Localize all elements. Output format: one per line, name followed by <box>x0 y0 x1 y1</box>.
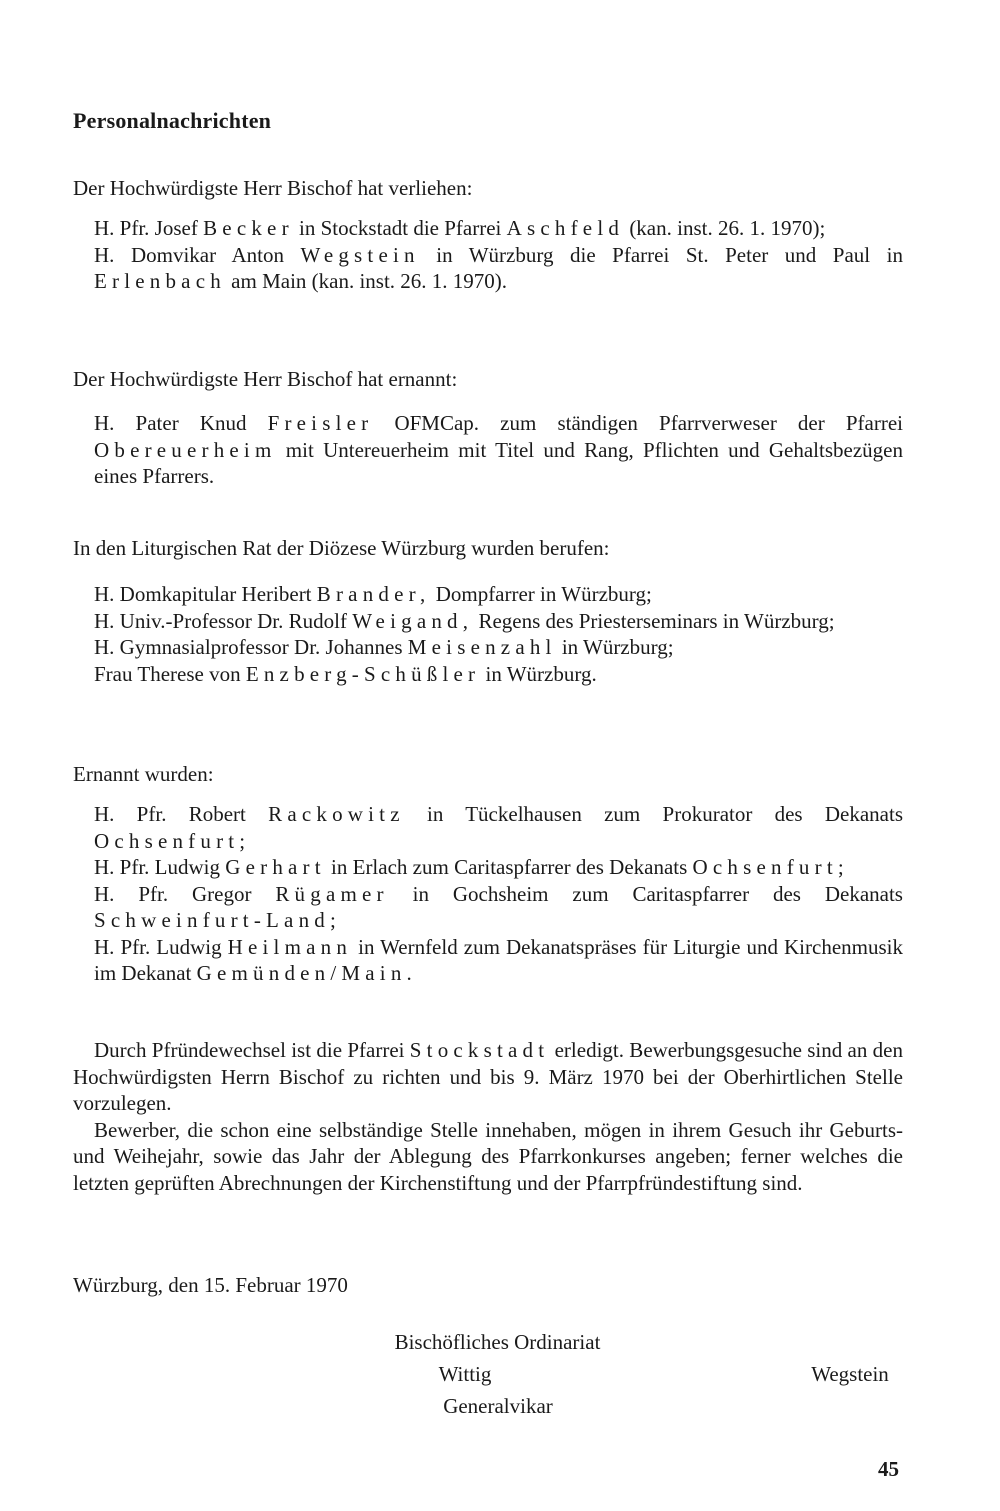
list-item: Frau Therese von Enzberg-Schüßler in Würzburg. <box>94 661 597 686</box>
place-name: Gemünden/Main. <box>196 961 417 985</box>
signature-name-1: Wittig <box>438 1362 492 1386</box>
person-name: Enzberg-Schüßler <box>245 661 481 686</box>
list-item: H. Pfr. Ludwig Gerhart in Erlach zum Caritaspfarrer des Dekanats Ochsenfurt; <box>94 855 849 879</box>
date-line: Würzburg, den 15. Februar 1970 <box>73 1273 348 1297</box>
list-item: H. Pater Knud Freisler OFMCap. zum ständigen Pfarrverweser der Pfarrei Obereuerheim mit Untereuerheim mit Titel und Rang, Pflichten und Gehaltsbezügen eines Pfarrers. <box>94 411 903 488</box>
page-number: 45 <box>878 1457 899 1481</box>
list-item: H. Domkapitular Heribert Brander, Dompfarrer in Würzburg; <box>94 582 652 606</box>
notice-paragraph: Bewerber, die schon eine selbständige Stelle innehaben, mögen in ihrem Gesuch ihr Geburts- und Weihejahr, sowie das Jahr der Ablegung des Pfarrkonkurses angeben; ferner welches die letzten geprüften Abrechnungen der Kirchenstiftung und der Pfarrpfründestiftung sind. <box>73 1117 903 1195</box>
list-item: H. Pfr. Gregor Rügamer in Gochsheim zum Caritaspfarrer des Dekanats Schweinfurt-Land; <box>94 881 903 932</box>
signature-name-2: Wegstein <box>811 1362 889 1386</box>
person-name: Wegstein <box>300 242 420 267</box>
list-item: H. Pfr. Josef Becker in Stockstadt die Pfarrei Aschfeld (kan. inst. 26. 1. 1970); <box>94 216 826 240</box>
person-name: Rügamer <box>275 881 389 906</box>
place-name: Erlenbach <box>94 269 226 293</box>
section1-list <box>94 215 903 295</box>
person-name: Gerhart <box>225 855 326 879</box>
signature-title-1: Generalvikar <box>443 1394 553 1418</box>
person-name: Freisler <box>267 411 374 435</box>
person-name: Brander, <box>316 582 431 606</box>
section1-intro: Der Hochwürdigste Herr Bischof hat verliehen: <box>73 176 473 200</box>
section2-intro: Der Hochwürdigste Herr Bischof hat ernannt: <box>73 367 458 391</box>
place-name: Aschfeld <box>506 216 625 240</box>
person-name: Meisenzahl <box>407 635 557 659</box>
section4-intro: Ernannt wurden: <box>73 762 214 786</box>
person-name: Weigand, <box>352 608 474 633</box>
vacancy-notice <box>73 1037 903 1196</box>
page-heading: Personalnachrichten <box>73 108 272 133</box>
place-name: Schweinfurt-Land; <box>94 908 342 932</box>
place-name: Ochsenfurt; <box>692 855 849 879</box>
place-name: Stockstadt <box>409 1038 550 1062</box>
list-item: H. Gymnasialprofessor Dr. Johannes Meisenzahl in Würzburg; <box>94 635 674 659</box>
list-item: H. Pfr. Robert Rackowitz in Tückelhausen zum Prokurator des Dekanats Ochsenfurt; <box>94 802 903 853</box>
list-item: H. Domvikar Anton Wegstein in Würzburg die Pfarrei St. Peter und Paul in Erlenbach am Main (kan. inst. 26. 1. 1970). <box>94 242 904 293</box>
place-name: Obereuerheim <box>94 437 277 462</box>
list-item: H. Univ.-Professor Dr. Rudolf Weigand, Regens des Priesterseminars in Würzburg; <box>94 608 835 633</box>
signature-office: Bischöfliches Ordinariat <box>394 1330 601 1354</box>
person-name: Heilmann <box>227 934 353 959</box>
section2-list <box>94 410 903 490</box>
list-item: H. Pfr. Ludwig Heilmann in Wernfeld zum Dekanatspräses für Liturgie und Kirchenmusik im Dekanat Gemünden/Main. <box>94 934 903 985</box>
person-name: Rackowitz <box>268 802 405 826</box>
section4-list <box>94 801 903 987</box>
section3-intro: In den Liturgischen Rat der Diözese Würzburg wurden berufen: <box>73 536 610 560</box>
section3-list <box>94 581 903 687</box>
person-name: Becker <box>203 216 294 240</box>
notice-paragraph: Durch Pfründewechsel ist die Pfarrei Stockstadt erledigt. Bewerbungsgesuche sind an den Hochwürdigsten Herrn Bischof zu richten und bis 9. März 1970 bei der Oberhirtlichen Stelle vorzulegen. <box>73 1038 904 1115</box>
place-name: Ochsenfurt; <box>94 828 251 853</box>
